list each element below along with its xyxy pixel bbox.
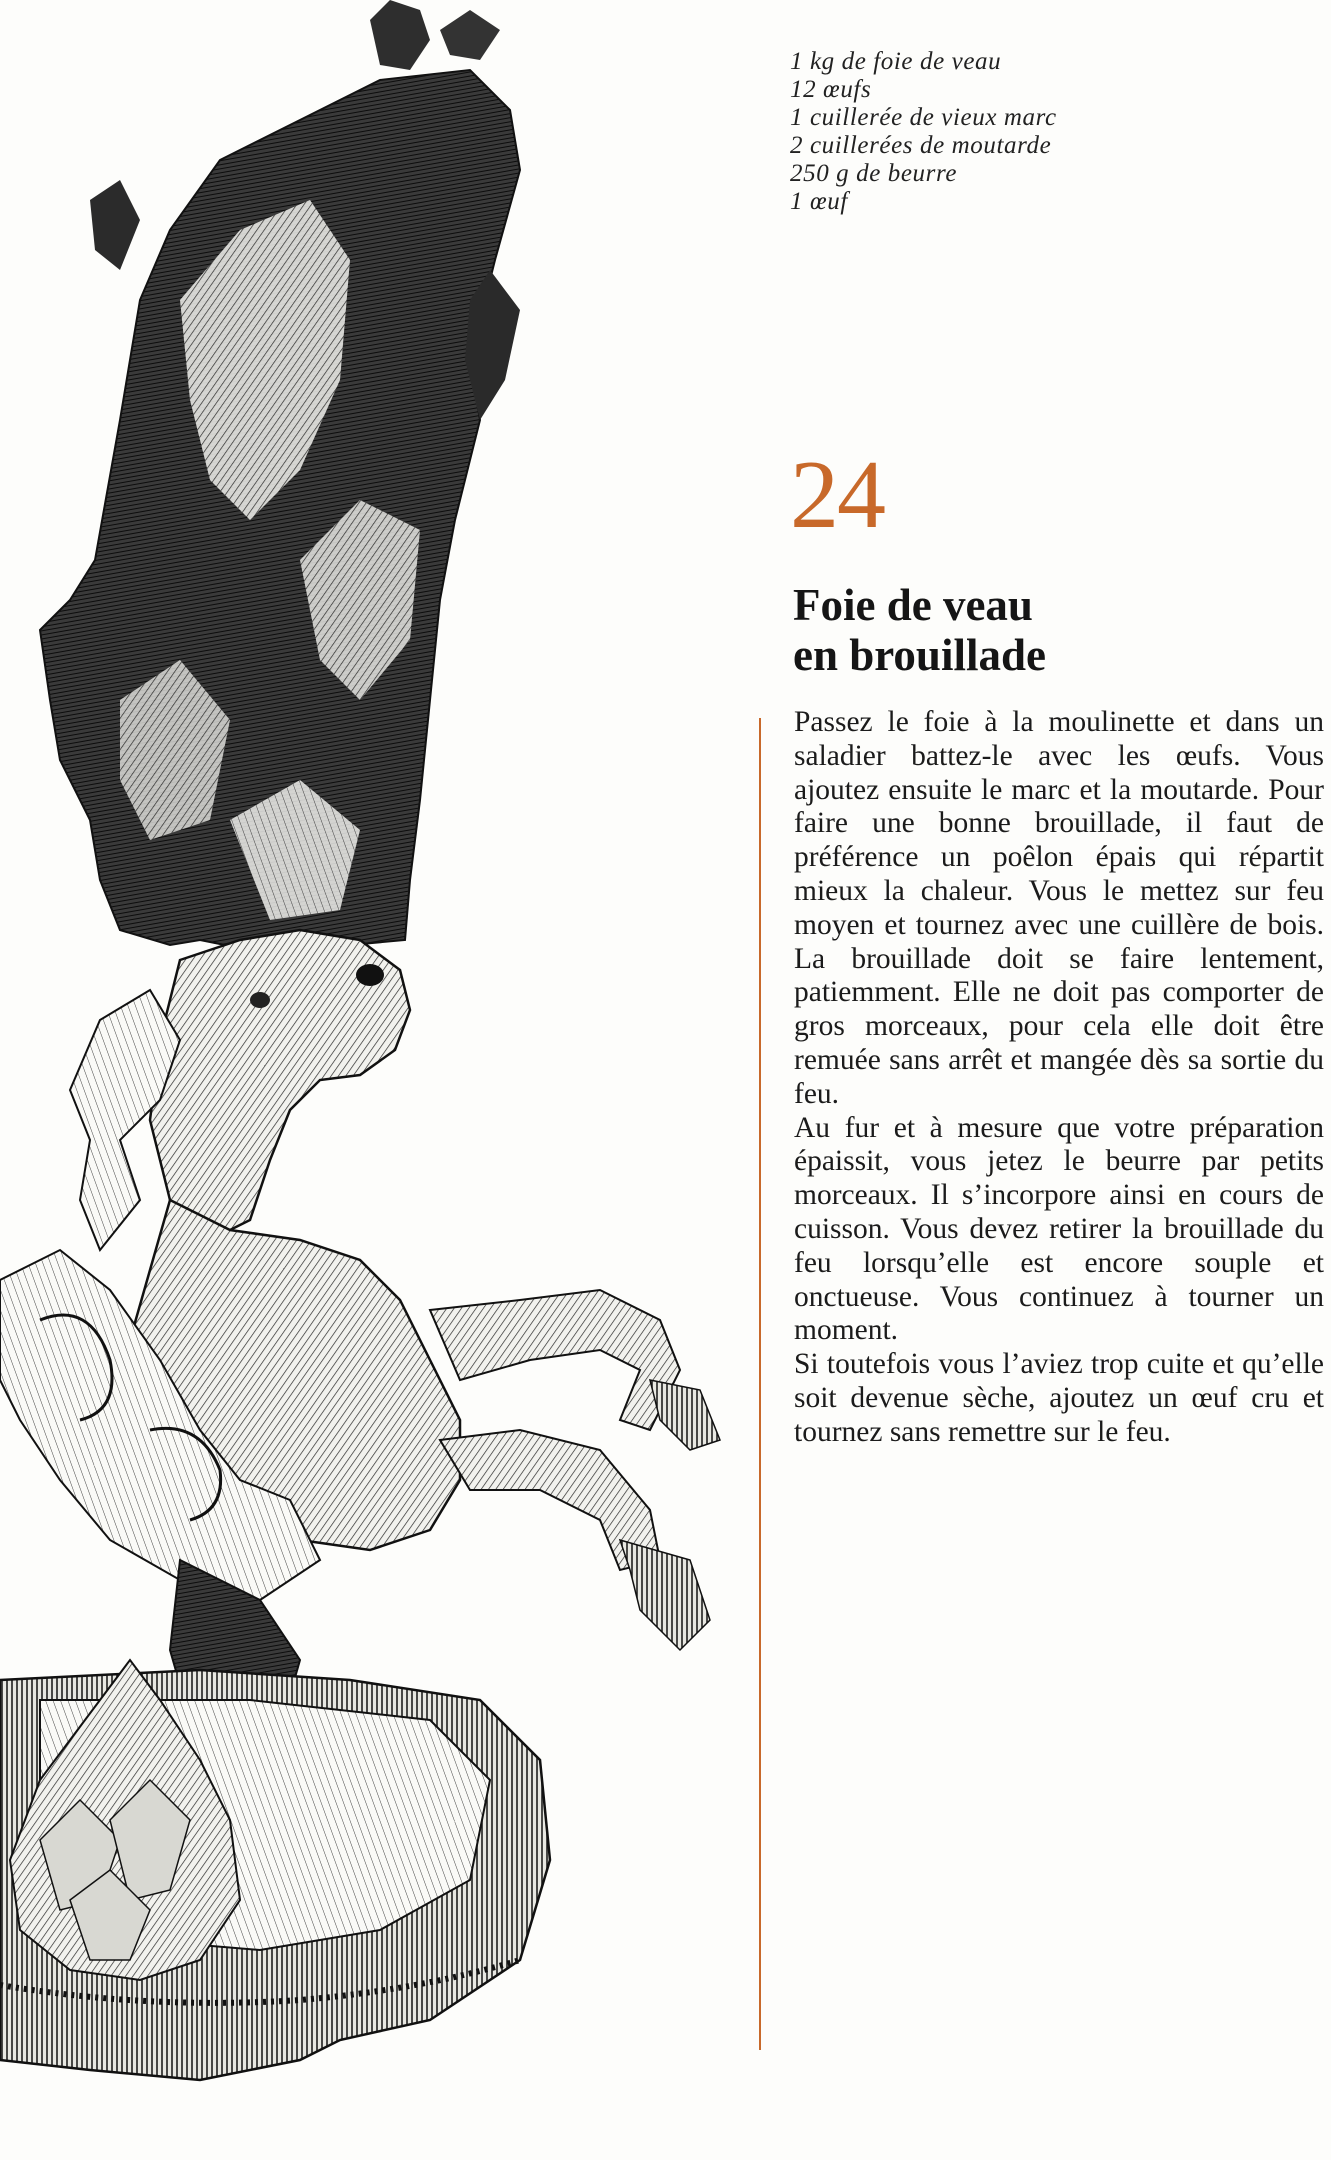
recipe-instructions <box>794 706 1324 1450</box>
instruction-paragraph: Au fur et à mesure que votre préparation épaissit, vous jetez le beurre par petits morceaux. Il s’incorpore ainsi en cours de cuisson. Vous devez retirer la brouillade du feu lorsqu’elle est encore souple et onctueuse. Vous continuez à tourner un moment. <box>794 1111 1324 1347</box>
ingredient-item: 250 g de beurre <box>790 160 958 187</box>
recipe-title <box>793 580 1233 680</box>
recipe-title-line: en brouillade <box>793 630 1046 680</box>
ingredient-item: 2 cuillerées de moutarde <box>790 132 1052 159</box>
instruction-paragraph: Si toutefois vous l’aviez trop cuite et qu’elle soit devenue sèche, ajoutez un œuf cru et tournez sans remettre sur le feu. <box>794 1348 1324 1448</box>
ingredient-item: 12 œufs <box>790 76 872 103</box>
instruction-paragraph: Passez le foie à la moulinette et dans un saladier battez-le avec les œufs. Vous ajoutez ensuite le marc et la moutarde. Pour faire une bonne brouillade, il faut de préférence un poêlon épais qui répartit mieux la chaleur. Vous le mettez sur feu moyen et tournez avec une cuillère de bois. La brouillade doit se faire lentement, patiemment. Elle ne doit pas comporter de gros morceaux, pour cela elle doit être remuée sans arrêt et mangée dès sa sortie du feu. <box>794 706 1324 1110</box>
recipe-title-line: Foie de veau <box>793 580 1033 630</box>
recipe-number: 24 <box>790 441 884 549</box>
fountain-basin <box>0 1660 550 2080</box>
ingredient-list <box>790 48 1230 216</box>
ingredient-item: 1 kg de foie de veau <box>790 48 1002 75</box>
ingredient-item: 1 cuillerée de vieux marc <box>790 104 1057 131</box>
vertical-divider <box>759 718 761 2050</box>
ingredient-item: 1 œuf <box>790 188 848 215</box>
rock-ruins <box>40 0 520 960</box>
seahorse <box>0 930 720 1760</box>
